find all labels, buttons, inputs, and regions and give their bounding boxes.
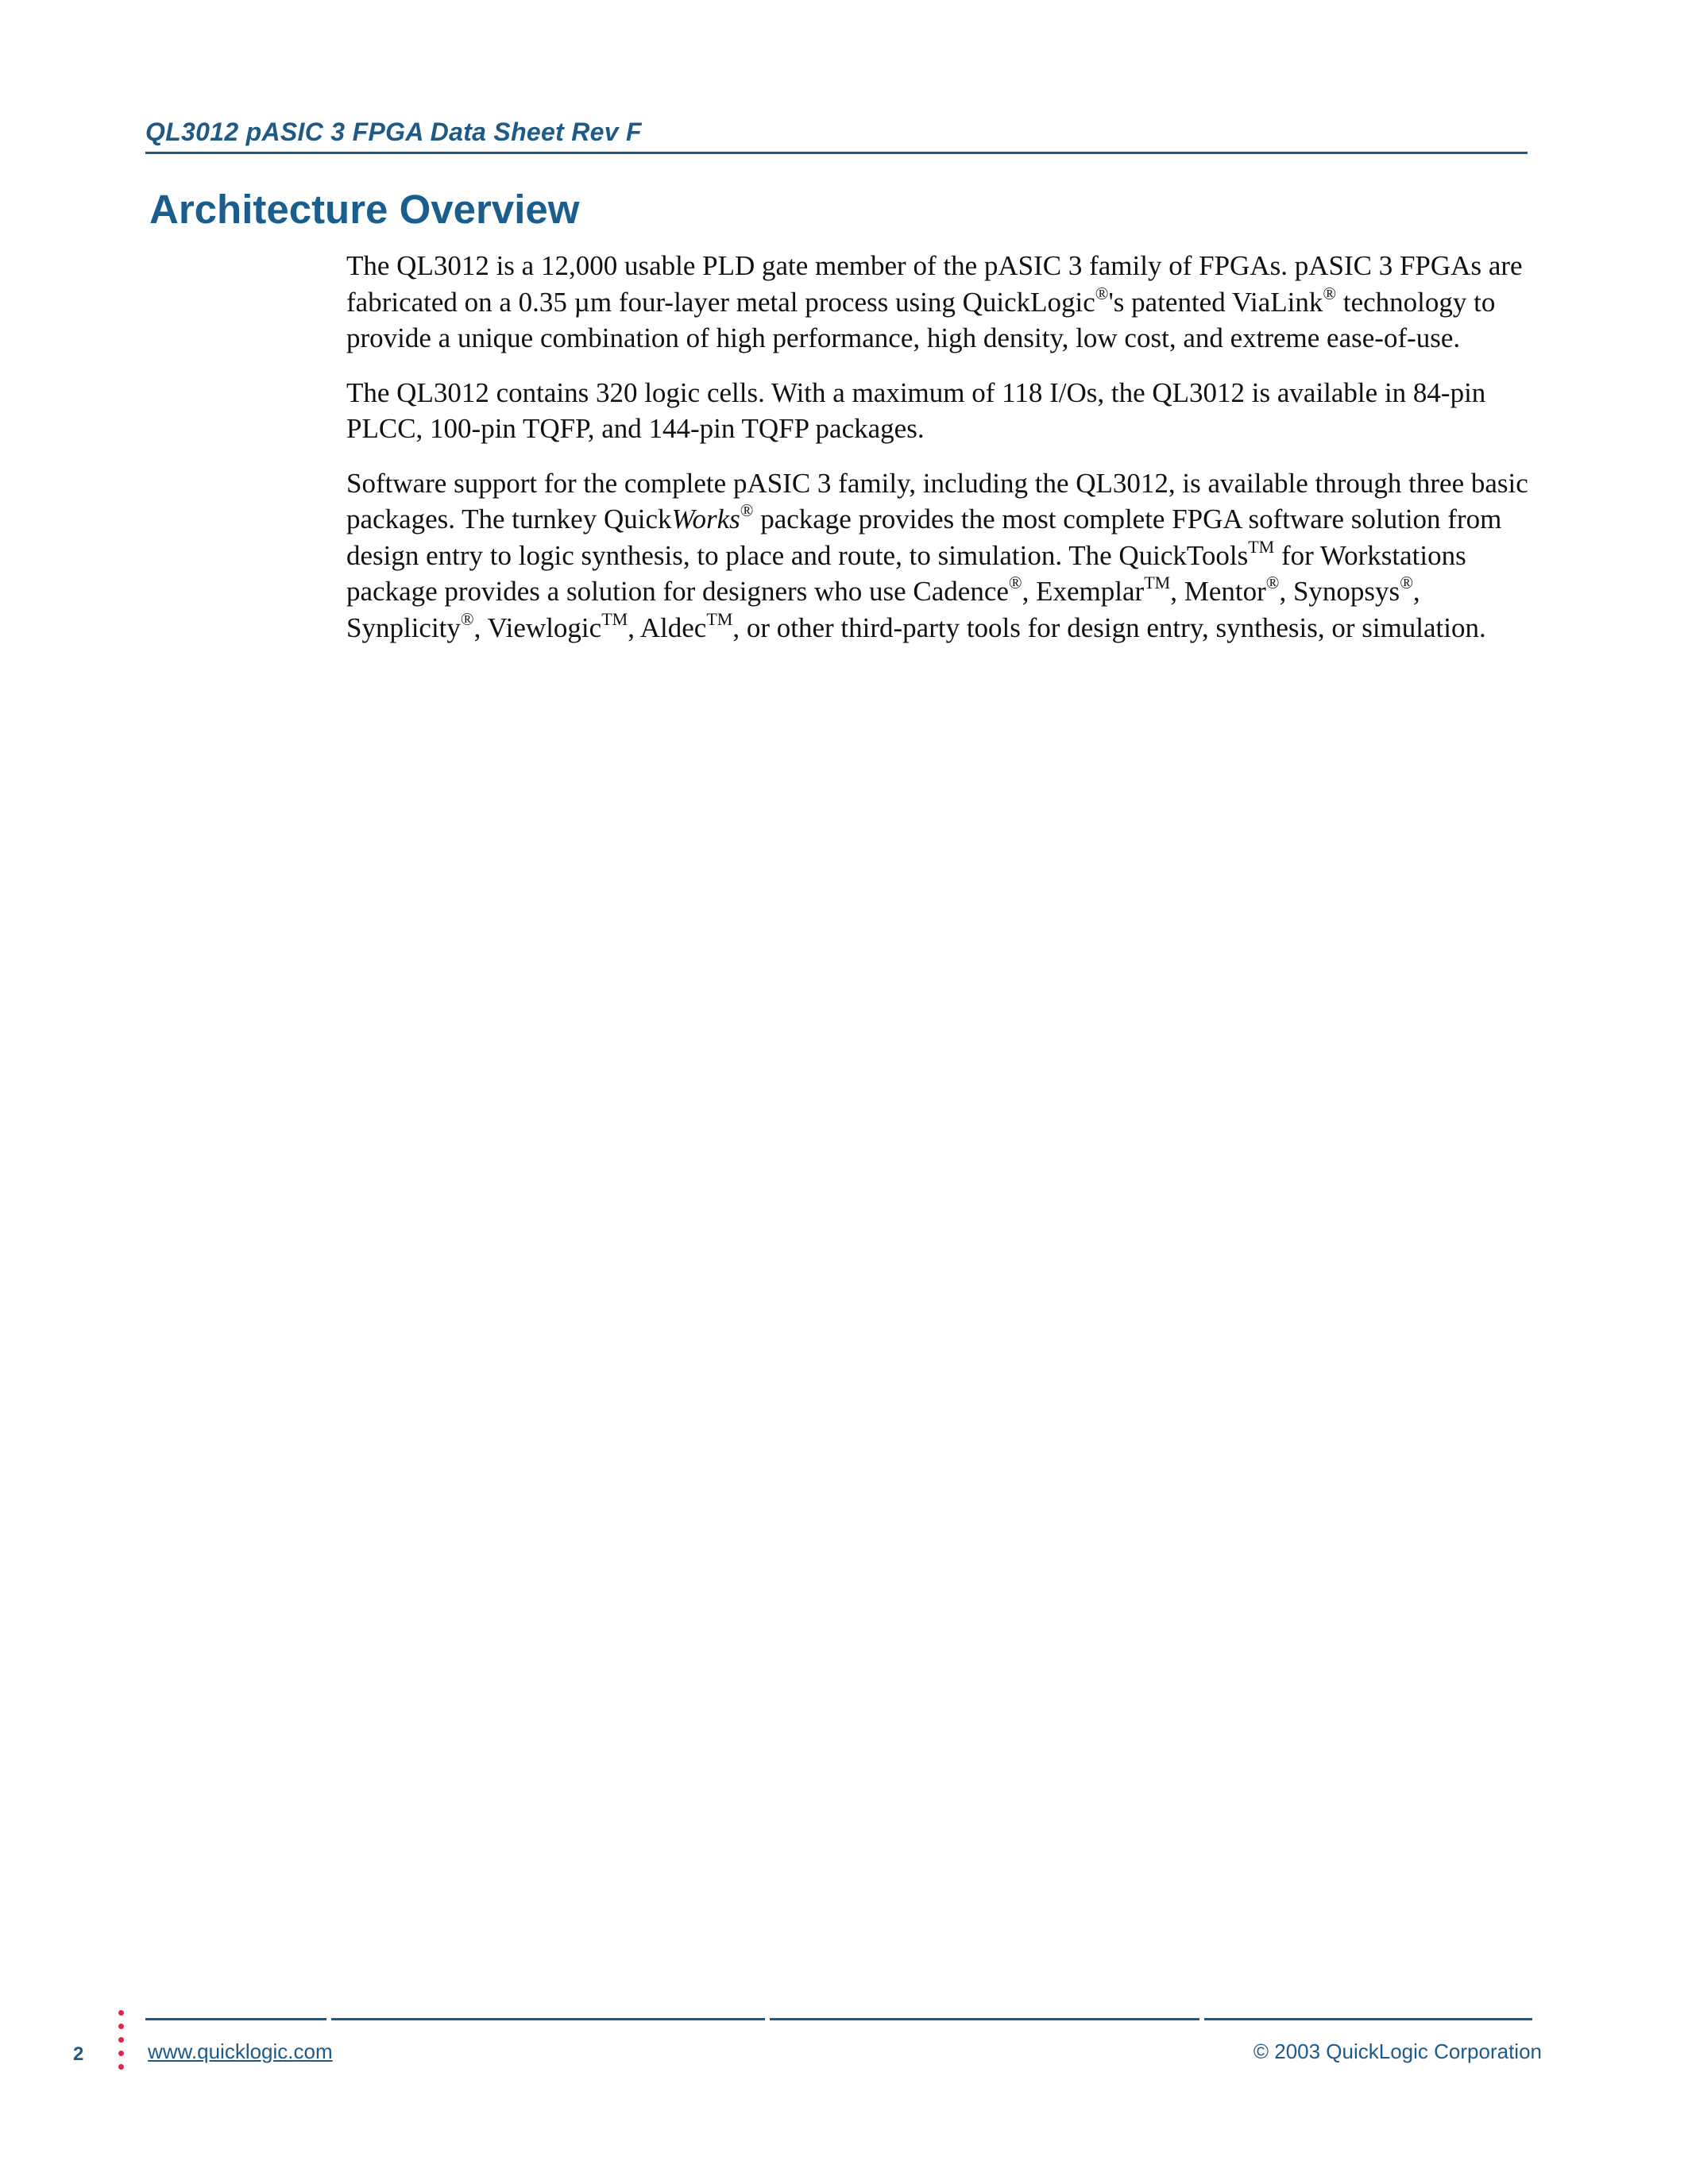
decorative-dot (118, 2024, 124, 2029)
decorative-dot-column (118, 2010, 128, 2078)
paragraph-intro (346, 248, 1533, 357)
section-title: Architecture Overview (149, 187, 580, 232)
rule-gap (1199, 2018, 1204, 2020)
trademark-mark: TM (706, 608, 733, 629)
rule-gap (765, 2018, 770, 2020)
text-run: Software support for the complete pASIC 3 family, including the QL3012, is available through three basic packages. The turnkey Quick (346, 467, 1528, 534)
text-run: The QL3012 is a 12,000 usable PLD gate member of the pASIC 3 family of FPGAs. pASIC 3 FPGAs are fabricated on a 0.35 µm four-layer metal process using QuickLogic (346, 250, 1523, 318)
text-run: , Synopsys (1279, 576, 1400, 607)
text-run: for Workstations package provides a solution for designers who use Cadence (346, 539, 1466, 607)
decorative-dot (118, 2051, 124, 2056)
running-header-title: QL3012 pASIC 3 FPGA Data Sheet Rev F (145, 118, 642, 146)
decorative-dot (118, 2064, 124, 2070)
header-rule (145, 152, 1528, 154)
trademark-mark: TM (1248, 536, 1275, 557)
decorative-dot (118, 2037, 124, 2043)
trademark-mark: TM (601, 608, 628, 629)
registered-mark: ® (740, 500, 754, 520)
registered-mark: ® (460, 608, 474, 629)
registered-mark: ® (1095, 283, 1109, 303)
page-number: 2 (73, 2043, 84, 2065)
rule-gap (326, 2018, 331, 2020)
text-run: , Viewlogic (473, 612, 602, 643)
paragraph-logic-cells (346, 375, 1533, 447)
text-run-italic: Works (671, 504, 740, 534)
copyright-notice: © 2003 QuickLogic Corporation (1253, 2039, 1542, 2063)
text-run: , Synplicity (346, 576, 1420, 643)
text-run: , Aldec (628, 612, 707, 643)
registered-mark: ® (1400, 573, 1413, 592)
footer-rule (145, 2018, 1532, 2020)
registered-mark: ® (1323, 283, 1337, 303)
trademark-mark: TM (1144, 573, 1171, 592)
text-run: , Exemplar (1022, 576, 1145, 607)
text-run: The QL3012 contains 320 logic cells. With a maximum of 118 I/Os, the QL3012 is available in 84-pin PLCC, 100-pin TQFP, and 144-pin TQFP packages. (346, 376, 1486, 444)
text-run: technology to provide a unique combination of high performance, high density, low cost, and extreme ease-of-use. (346, 286, 1496, 353)
registered-mark: ® (1265, 573, 1280, 592)
registered-mark: ® (1008, 573, 1022, 592)
decorative-dot (118, 2010, 124, 2016)
body-text (346, 248, 1533, 664)
text-run: , or other third-party tools for design entry, synthesis, or simulation. (732, 612, 1486, 643)
text-run: package provides the most complete FPGA software solution from design entry to logic synthesis, to place and route, to simulation. The QuickTools (346, 504, 1502, 571)
text-run: 's patented ViaLink (1108, 286, 1323, 318)
text-run: , Mentor (1170, 576, 1266, 607)
website-link[interactable]: www.quicklogic.com (148, 2039, 333, 2063)
paragraph-software-support (346, 465, 1533, 646)
